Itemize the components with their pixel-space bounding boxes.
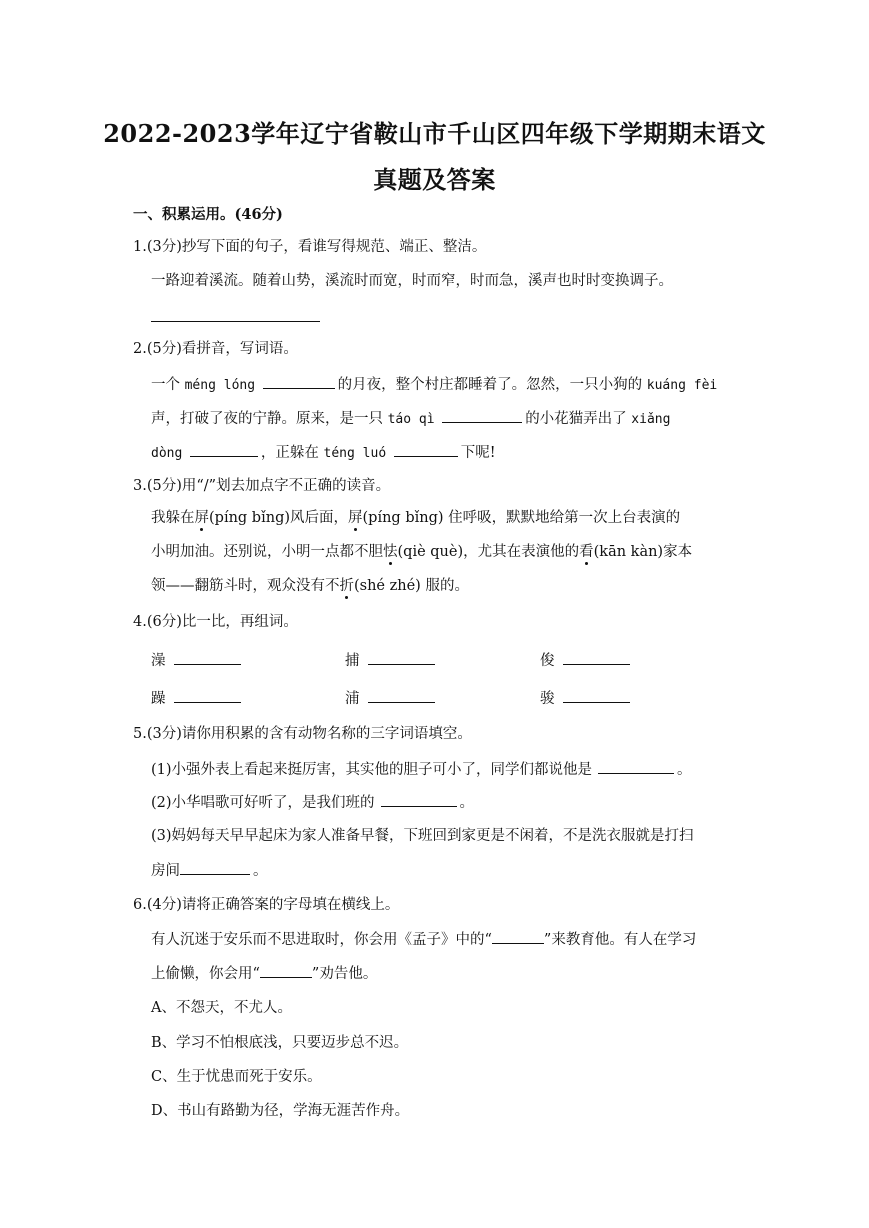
q2-blank-4[interactable] [190,442,258,457]
q4-blank[interactable] [563,688,630,703]
q6-option-a: A、不怨天，不尤人。 [151,1000,292,1016]
q2-text: 的月夜，整个村庄都睡着了。忽然，一只小狗的 [337,377,643,393]
q2-text: 一个 [151,377,180,393]
q6-text: ”劝告他。 [311,966,378,982]
q4-blank[interactable] [368,650,435,665]
q5-text: (1)小强外表上看起来挺厉害，其实他的胆子可小了，同学们都说他是 [151,762,593,778]
q4-item [345,650,438,671]
q4-item [540,688,633,709]
q6-text: 上偷懒，你会用“ [151,966,260,982]
q5-text: 。 [677,762,692,778]
q3-dotted-char-5: 折 [339,578,354,594]
question-3-stem: 3.(5分)用“/”划去加点字不正确的读音。 [133,478,391,494]
q4-item [151,650,244,671]
q2-text: 声，打破了夜的宁静。原来，是一只 [151,411,383,427]
section-heading: 一、积累运用。(46分) [133,206,283,223]
q5-sentence-3-cont [151,860,268,881]
q3-text: (píng bǐng) 住呼吸，默默地给第一次上台表演的 [362,510,681,526]
q3-text: (shé zhé) 服的。 [354,578,469,594]
q4-item [151,688,244,709]
q5-blank-1[interactable] [598,759,674,774]
q4-char: 骏 [540,691,555,707]
q5-sentence-2 [151,792,474,813]
q4-char: 澡 [151,653,166,669]
question-1-stem: 1.(3分)抄写下面的句子，看谁写得规范、端正、整洁。 [133,239,487,255]
q3-dotted-char-4: 看 [579,544,594,560]
q3-text: (kān kàn)家本 [593,544,693,560]
q2-blank-3[interactable] [442,408,522,423]
q4-blank[interactable] [563,650,630,665]
q4-blank[interactable] [368,688,435,703]
q3-text: (qiè què)，尤其在表演他的 [397,544,580,560]
q4-item [540,650,633,671]
question-3-line-1 [151,508,680,528]
document-title-line1: 2022-2023学年辽宁省鞍山市千山区四年级下学期期末语文 [103,119,766,148]
q3-text: 我躲在 [151,510,195,526]
question-1-sentence: 一路迎着溪流。随着山势，溪流时而宽，时而窄，时而急，溪声也时时变换调子。 [151,273,673,289]
q5-blank-2[interactable] [381,792,457,807]
document-title-line2: 真题及答案 [373,165,496,194]
q3-dotted-char-3: 怯 [383,544,398,560]
q2-pinyin-5: téng luó [323,446,387,461]
q6-option-d: D、书山有路勤为径，学海无涯苦作舟。 [151,1103,410,1119]
q3-dotted-char-2: 屏 [348,510,363,526]
q2-blank-1[interactable] [263,374,335,389]
q2-pinyin-4b: dòng [151,446,183,461]
question-2-line-3 [151,442,496,464]
q6-line-1 [151,929,696,950]
q5-text: 。 [459,795,475,811]
q2-pinyin-1: méng lóng [184,378,256,393]
question-2-stem: 2.(5分)看拼音，写词语。 [133,341,298,357]
q4-char: 俊 [540,653,555,669]
q3-text: 小明加油。还别说，小明一点都不胆 [151,544,383,560]
q2-pinyin-3: táo qì [387,412,435,427]
q5-sentence-3: (3)妈妈每天早早起床为家人准备早餐，下班回到家更是不闲着，不是洗衣服就是打扫 [151,828,694,844]
question-6-stem: 6.(4分)请将正确答案的字母填在横线上。 [133,897,400,913]
q4-blank[interactable] [174,650,241,665]
q2-text: 的小花猫弄出了 [525,411,627,427]
question-5-stem: 5.(3分)请你用积累的含有动物名称的三字词语填空。 [133,726,472,742]
q2-pinyin-4a: xiǎng [631,412,671,427]
question-2-line-1 [151,374,717,396]
q6-text: ”来教育他。有人在学习 [543,932,697,948]
q5-text: (2)小华唱歌可好听了，是我们班的 [151,795,375,811]
q5-text: 房间 [151,863,180,879]
q4-char: 躁 [151,691,166,707]
q6-blank-2[interactable] [260,963,312,978]
q4-char: 浦 [345,691,360,707]
question-3-line-3 [151,576,469,596]
q5-sentence-1 [151,759,692,780]
q6-blank-1[interactable] [492,929,544,944]
q2-blank-5[interactable] [394,442,458,457]
question-1-answer-line[interactable] [151,321,320,322]
q6-text: 有人沉迷于安乐而不思进取时，你会用《孟子》中的“ [151,932,492,948]
q3-text: 领——翻筋斗时，观众没有不 [151,578,340,594]
q2-text: ，正躲在 [260,445,319,461]
q3-dotted-char-1: 屏 [194,510,209,526]
q4-char: 捕 [345,653,360,669]
q6-option-b: B、学习不怕根底浅，只要迈步总不迟。 [151,1035,409,1051]
q3-text: (píng bǐng)风后面， [209,510,349,526]
question-3-line-2 [151,542,692,562]
question-4-stem: 4.(6分)比一比，再组词。 [133,614,298,630]
q6-line-2 [151,963,377,984]
q2-text: 下呢! [460,445,496,461]
q5-blank-3[interactable] [180,860,250,875]
q2-pinyin-2: kuáng fèi [646,378,718,393]
q6-option-c: C、生于忧患而死于安乐。 [151,1069,322,1085]
question-2-line-2 [151,408,670,430]
q4-item [345,688,438,709]
q4-blank[interactable] [174,688,241,703]
q5-text: 。 [253,863,268,879]
